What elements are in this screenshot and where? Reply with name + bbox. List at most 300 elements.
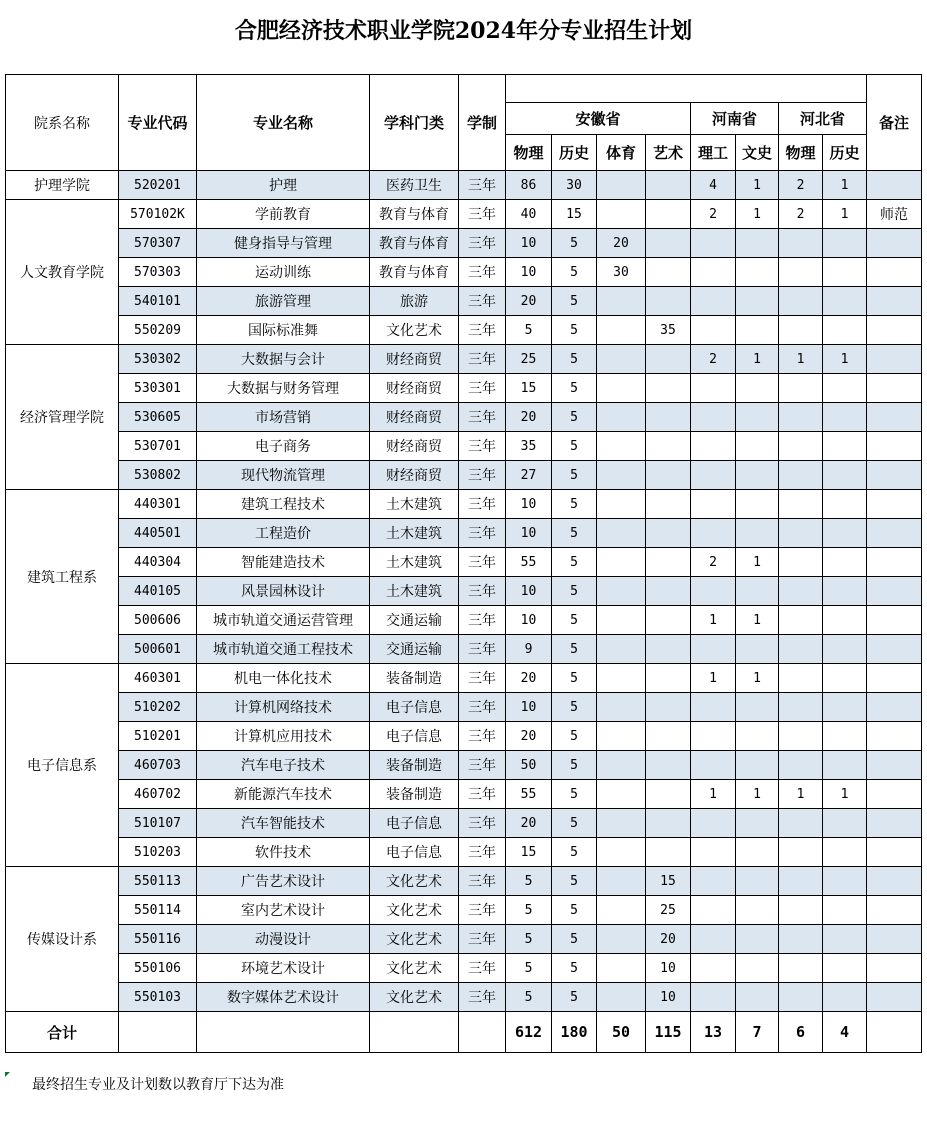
- table-row: [6, 258, 922, 287]
- duration: 三年: [459, 548, 506, 577]
- total-empty: [459, 1012, 506, 1053]
- ah-sports: [597, 983, 646, 1012]
- table-row: [6, 896, 922, 925]
- duration: 三年: [459, 345, 506, 374]
- ah-history: 5: [552, 751, 597, 780]
- ah-sports: [597, 693, 646, 722]
- duration: 三年: [459, 664, 506, 693]
- hb-history: [823, 867, 867, 896]
- hb-physics: [779, 258, 823, 287]
- duration: 三年: [459, 867, 506, 896]
- category: 文化艺术: [370, 954, 459, 983]
- hn-liberal: 1: [736, 548, 779, 577]
- ah-sports: [597, 403, 646, 432]
- dept-name: 传媒设计系: [6, 867, 119, 1012]
- ah-art: [646, 693, 691, 722]
- hb-history: [823, 664, 867, 693]
- hn-liberal: [736, 809, 779, 838]
- table-row: [6, 664, 922, 693]
- hb-history: 1: [823, 200, 867, 229]
- table-row: [6, 200, 922, 229]
- hb-physics: 1: [779, 345, 823, 374]
- table-row: [6, 954, 922, 983]
- table-row: [6, 490, 922, 519]
- major-name: 国际标准舞: [197, 316, 370, 345]
- hb-physics: [779, 316, 823, 345]
- hb-physics: [779, 461, 823, 490]
- ah-art: [646, 519, 691, 548]
- hn-liberal: [736, 432, 779, 461]
- remark: [867, 316, 922, 345]
- remark: [867, 461, 922, 490]
- header-code: 专业代码: [119, 75, 197, 171]
- ah-physics: 20: [506, 287, 552, 316]
- hn-liberal: [736, 519, 779, 548]
- ah-art: 15: [646, 867, 691, 896]
- hn-liberal: [736, 635, 779, 664]
- hn-science: [691, 751, 736, 780]
- duration: 三年: [459, 838, 506, 867]
- ah-art: [646, 751, 691, 780]
- total-value: 4: [823, 1012, 867, 1053]
- ah-physics: 86: [506, 171, 552, 200]
- duration: 三年: [459, 200, 506, 229]
- ah-physics: 27: [506, 461, 552, 490]
- major-code: 510202: [119, 693, 197, 722]
- hb-history: 1: [823, 780, 867, 809]
- major-name: 机电一体化技术: [197, 664, 370, 693]
- major-code: 510203: [119, 838, 197, 867]
- ah-physics: 35: [506, 432, 552, 461]
- dept-name: 人文教育学院: [6, 200, 119, 345]
- total-empty: [119, 1012, 197, 1053]
- hb-physics: [779, 693, 823, 722]
- hn-liberal: [736, 229, 779, 258]
- table-row: [6, 229, 922, 258]
- header-category: 学科门类: [370, 75, 459, 171]
- hn-liberal: [736, 896, 779, 925]
- hn-liberal: 1: [736, 606, 779, 635]
- duration: 三年: [459, 780, 506, 809]
- category: 电子信息: [370, 693, 459, 722]
- hn-liberal: 1: [736, 780, 779, 809]
- header-subject: 历史: [552, 135, 597, 171]
- hn-liberal: [736, 925, 779, 954]
- hn-liberal: [736, 374, 779, 403]
- ah-sports: [597, 925, 646, 954]
- ah-physics: 5: [506, 867, 552, 896]
- page-title: 合肥经济技术职业学院2024年分专业招生计划: [234, 18, 693, 44]
- total-remark: [867, 1012, 922, 1053]
- major-name: 软件技术: [197, 838, 370, 867]
- header-province-henan: 河南省: [691, 103, 779, 135]
- remark: [867, 432, 922, 461]
- hb-history: [823, 403, 867, 432]
- ah-history: 5: [552, 345, 597, 374]
- ah-sports: [597, 867, 646, 896]
- major-name: 工程造价: [197, 519, 370, 548]
- table-row: [6, 432, 922, 461]
- major-code: 500606: [119, 606, 197, 635]
- hn-science: [691, 635, 736, 664]
- ah-sports: [597, 809, 646, 838]
- ah-sports: 20: [597, 229, 646, 258]
- category: 土木建筑: [370, 519, 459, 548]
- category: 旅游: [370, 287, 459, 316]
- header-subject: 体育: [597, 135, 646, 171]
- table-row: [6, 577, 922, 606]
- hb-history: [823, 577, 867, 606]
- header-province-hebei: 河北省: [779, 103, 867, 135]
- duration: 三年: [459, 606, 506, 635]
- remark: [867, 258, 922, 287]
- major-code: 550209: [119, 316, 197, 345]
- table-row: [6, 635, 922, 664]
- table-row: [6, 287, 922, 316]
- hb-physics: 1: [779, 780, 823, 809]
- major-name: 建筑工程技术: [197, 490, 370, 519]
- hn-science: [691, 374, 736, 403]
- ah-art: [646, 664, 691, 693]
- ah-history: 5: [552, 867, 597, 896]
- ah-history: 5: [552, 780, 597, 809]
- hb-history: [823, 316, 867, 345]
- ah-sports: [597, 374, 646, 403]
- ah-history: 15: [552, 200, 597, 229]
- table-row: [6, 983, 922, 1012]
- header-subject: 文史: [736, 135, 779, 171]
- hn-liberal: [736, 693, 779, 722]
- hb-history: [823, 374, 867, 403]
- hn-science: 2: [691, 200, 736, 229]
- ah-sports: [597, 606, 646, 635]
- category: 文化艺术: [370, 983, 459, 1012]
- hn-science: [691, 403, 736, 432]
- ah-physics: 5: [506, 954, 552, 983]
- dept-name: 护理学院: [6, 171, 119, 200]
- category: 土木建筑: [370, 577, 459, 606]
- hn-science: [691, 461, 736, 490]
- header-remark: 备注: [867, 75, 922, 171]
- duration: 三年: [459, 258, 506, 287]
- ah-physics: 5: [506, 925, 552, 954]
- ah-history: 5: [552, 606, 597, 635]
- major-name: 智能建造技术: [197, 548, 370, 577]
- major-code: 440301: [119, 490, 197, 519]
- ah-art: [646, 490, 691, 519]
- ah-sports: [597, 461, 646, 490]
- ah-art: [646, 838, 691, 867]
- category: 文化艺术: [370, 867, 459, 896]
- remark: [867, 925, 922, 954]
- hb-physics: [779, 374, 823, 403]
- major-name: 动漫设计: [197, 925, 370, 954]
- ah-history: 5: [552, 229, 597, 258]
- major-name: 数字媒体艺术设计: [197, 983, 370, 1012]
- major-code: 550113: [119, 867, 197, 896]
- ah-physics: 10: [506, 258, 552, 287]
- hb-history: 1: [823, 345, 867, 374]
- remark: [867, 287, 922, 316]
- major-code: 530302: [119, 345, 197, 374]
- ah-history: 5: [552, 983, 597, 1012]
- category: 教育与体育: [370, 200, 459, 229]
- ah-physics: 20: [506, 722, 552, 751]
- total-empty: [197, 1012, 370, 1053]
- category: 装备制造: [370, 664, 459, 693]
- hb-physics: [779, 548, 823, 577]
- hn-science: [691, 490, 736, 519]
- ah-physics: 5: [506, 983, 552, 1012]
- ah-art: [646, 432, 691, 461]
- remark: [867, 171, 922, 200]
- duration: 三年: [459, 983, 506, 1012]
- hn-liberal: [736, 751, 779, 780]
- hb-history: [823, 925, 867, 954]
- remark: [867, 809, 922, 838]
- hb-history: [823, 548, 867, 577]
- hb-history: [823, 490, 867, 519]
- hn-liberal: 1: [736, 200, 779, 229]
- hb-physics: 2: [779, 200, 823, 229]
- ah-art: [646, 229, 691, 258]
- ah-history: 5: [552, 432, 597, 461]
- hn-science: [691, 229, 736, 258]
- ah-history: 5: [552, 258, 597, 287]
- ah-physics: 10: [506, 606, 552, 635]
- duration: 三年: [459, 519, 506, 548]
- header-dept: 院系名称: [6, 75, 119, 171]
- major-name: 计算机网络技术: [197, 693, 370, 722]
- major-name: 城市轨道交通工程技术: [197, 635, 370, 664]
- duration: 三年: [459, 751, 506, 780]
- category: 财经商贸: [370, 432, 459, 461]
- total-value: 115: [646, 1012, 691, 1053]
- ah-physics: 10: [506, 693, 552, 722]
- hn-science: 4: [691, 171, 736, 200]
- ah-history: 5: [552, 693, 597, 722]
- major-name: 护理: [197, 171, 370, 200]
- major-name: 健身指导与管理: [197, 229, 370, 258]
- hb-physics: [779, 432, 823, 461]
- remark: [867, 722, 922, 751]
- ah-sports: [597, 345, 646, 374]
- ah-sports: [597, 432, 646, 461]
- duration: 三年: [459, 461, 506, 490]
- header-subject: 物理: [779, 135, 823, 171]
- hn-science: [691, 577, 736, 606]
- ah-art: [646, 780, 691, 809]
- hb-physics: [779, 577, 823, 606]
- duration: 三年: [459, 287, 506, 316]
- major-name: 市场营销: [197, 403, 370, 432]
- hn-science: [691, 287, 736, 316]
- ah-history: 5: [552, 722, 597, 751]
- header-name: 专业名称: [197, 75, 370, 171]
- ah-art: [646, 258, 691, 287]
- hb-history: [823, 229, 867, 258]
- duration: 三年: [459, 635, 506, 664]
- major-code: 530301: [119, 374, 197, 403]
- ah-physics: 20: [506, 664, 552, 693]
- major-code: 460301: [119, 664, 197, 693]
- hb-physics: [779, 925, 823, 954]
- hn-liberal: [736, 490, 779, 519]
- hb-history: 1: [823, 171, 867, 200]
- ah-physics: 20: [506, 403, 552, 432]
- ah-history: 30: [552, 171, 597, 200]
- header-blank: [506, 75, 867, 103]
- ah-physics: 40: [506, 200, 552, 229]
- remark: [867, 867, 922, 896]
- duration: 三年: [459, 693, 506, 722]
- hb-physics: [779, 809, 823, 838]
- ah-history: 5: [552, 316, 597, 345]
- ah-history: 5: [552, 838, 597, 867]
- major-name: 风景园林设计: [197, 577, 370, 606]
- remark: [867, 519, 922, 548]
- hn-liberal: 1: [736, 345, 779, 374]
- total-empty: [370, 1012, 459, 1053]
- major-code: 530605: [119, 403, 197, 432]
- duration: 三年: [459, 954, 506, 983]
- duration: 三年: [459, 374, 506, 403]
- ah-history: 5: [552, 374, 597, 403]
- ah-art: 10: [646, 954, 691, 983]
- category: 电子信息: [370, 838, 459, 867]
- hb-physics: [779, 983, 823, 1012]
- remark: [867, 780, 922, 809]
- hb-history: [823, 751, 867, 780]
- ah-art: [646, 171, 691, 200]
- remark: [867, 548, 922, 577]
- header-duration: 学制: [459, 75, 506, 171]
- hn-science: [691, 722, 736, 751]
- hb-physics: 2: [779, 171, 823, 200]
- remark: [867, 896, 922, 925]
- category: 交通运输: [370, 635, 459, 664]
- remark: [867, 838, 922, 867]
- major-name: 大数据与财务管理: [197, 374, 370, 403]
- hb-history: [823, 287, 867, 316]
- major-code: 440105: [119, 577, 197, 606]
- remark: [867, 345, 922, 374]
- ah-history: 5: [552, 403, 597, 432]
- ah-sports: [597, 171, 646, 200]
- category: 电子信息: [370, 809, 459, 838]
- hn-science: 1: [691, 606, 736, 635]
- remark: [867, 635, 922, 664]
- major-name: 城市轨道交通运营管理: [197, 606, 370, 635]
- table-row: [6, 171, 922, 200]
- category: 土木建筑: [370, 490, 459, 519]
- ah-art: [646, 200, 691, 229]
- major-name: 计算机应用技术: [197, 722, 370, 751]
- ah-physics: 10: [506, 519, 552, 548]
- ah-physics: 50: [506, 751, 552, 780]
- major-name: 汽车智能技术: [197, 809, 370, 838]
- ah-history: 5: [552, 664, 597, 693]
- major-name: 新能源汽车技术: [197, 780, 370, 809]
- hb-physics: [779, 664, 823, 693]
- major-code: 440304: [119, 548, 197, 577]
- ah-history: 5: [552, 548, 597, 577]
- header-province-anhui: 安徽省: [506, 103, 691, 135]
- ah-sports: [597, 896, 646, 925]
- enrollment-plan-table: [5, 74, 922, 1053]
- remark: [867, 577, 922, 606]
- hn-liberal: [736, 403, 779, 432]
- category: 电子信息: [370, 722, 459, 751]
- hb-history: [823, 432, 867, 461]
- ah-history: 5: [552, 490, 597, 519]
- hn-science: [691, 258, 736, 287]
- category: 文化艺术: [370, 316, 459, 345]
- hn-liberal: [736, 577, 779, 606]
- ah-sports: [597, 287, 646, 316]
- ah-physics: 5: [506, 896, 552, 925]
- ah-sports: [597, 780, 646, 809]
- hb-physics: [779, 519, 823, 548]
- major-name: 广告艺术设计: [197, 867, 370, 896]
- table-row: [6, 519, 922, 548]
- hb-history: [823, 983, 867, 1012]
- major-code: 540101: [119, 287, 197, 316]
- major-code: 440501: [119, 519, 197, 548]
- table-row: [6, 548, 922, 577]
- ah-physics: 20: [506, 809, 552, 838]
- total-value: 7: [736, 1012, 779, 1053]
- hn-science: [691, 809, 736, 838]
- category: 土木建筑: [370, 548, 459, 577]
- hn-liberal: [736, 722, 779, 751]
- ah-physics: 55: [506, 548, 552, 577]
- ah-physics: 10: [506, 577, 552, 606]
- total-label: 合计: [6, 1012, 119, 1053]
- ah-history: 5: [552, 577, 597, 606]
- ah-physics: 15: [506, 374, 552, 403]
- hn-liberal: [736, 867, 779, 896]
- table-row: [6, 925, 922, 954]
- ah-sports: [597, 490, 646, 519]
- ah-history: 5: [552, 635, 597, 664]
- remark: [867, 374, 922, 403]
- hb-physics: [779, 838, 823, 867]
- hn-liberal: [736, 287, 779, 316]
- major-name: 环境艺术设计: [197, 954, 370, 983]
- ah-physics: 10: [506, 229, 552, 258]
- category: 装备制造: [370, 751, 459, 780]
- major-code: 530802: [119, 461, 197, 490]
- major-code: 510201: [119, 722, 197, 751]
- table-row: [6, 403, 922, 432]
- ah-art: [646, 635, 691, 664]
- hn-liberal: [736, 954, 779, 983]
- duration: 三年: [459, 809, 506, 838]
- hb-physics: [779, 954, 823, 983]
- duration: 三年: [459, 925, 506, 954]
- ah-sports: [597, 577, 646, 606]
- remark: [867, 954, 922, 983]
- hn-science: [691, 867, 736, 896]
- table-row: [6, 838, 922, 867]
- ah-sports: 30: [597, 258, 646, 287]
- hn-liberal: [736, 983, 779, 1012]
- table-row: [6, 780, 922, 809]
- hb-history: [823, 838, 867, 867]
- hn-science: 2: [691, 345, 736, 374]
- total-value: 13: [691, 1012, 736, 1053]
